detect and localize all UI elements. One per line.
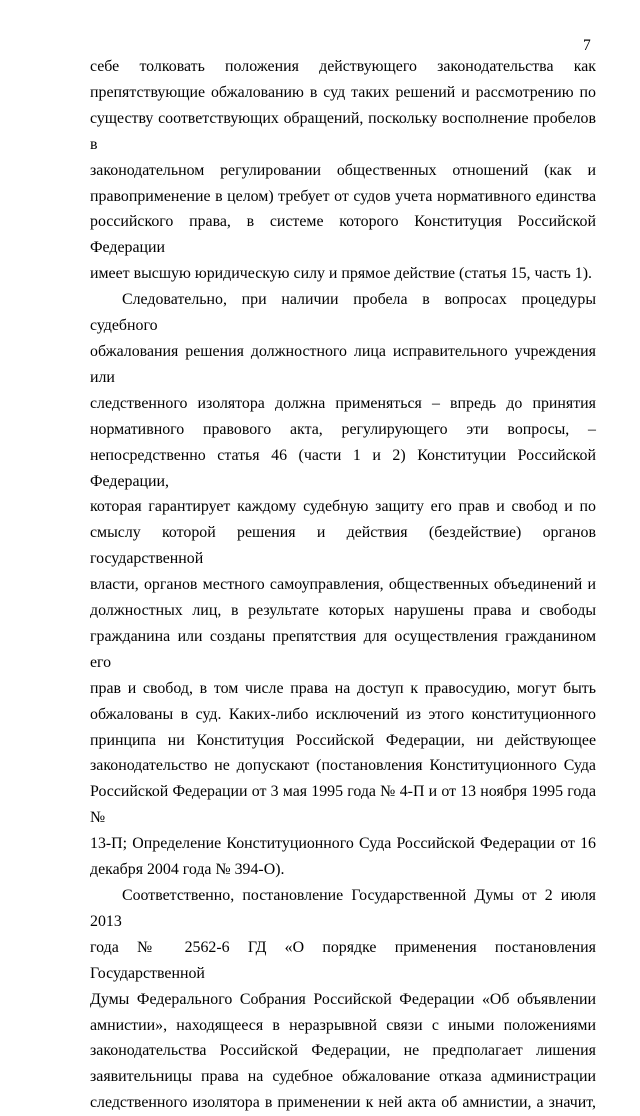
paragraph-1 (90, 54, 596, 287)
text-line: Думы Федерального Собрания Российской Федерации «Об объявлении (90, 990, 596, 1008)
text-line: должностных лиц, в результате которых нарушены права и свободы (90, 602, 596, 620)
text-line: Следовательно, при наличии пробела в вопросах процедуры судебного (90, 291, 596, 335)
text-line: обжалования решения должностного лица исправительного учреждения или (90, 342, 596, 386)
paragraph-3 (90, 883, 596, 1116)
text-line: себе толковать положения действующего законодательства как (90, 58, 596, 75)
text-line: прав и свобод, в том числе права на доступ к правосудию, могут быть (90, 679, 596, 697)
page-number: 7 (583, 37, 591, 54)
document-body (90, 54, 596, 1116)
text-line: смыслу которой решения и действия (бездействие) органов государственной (90, 524, 596, 568)
text-line: которая гарантирует каждому судебную защиту его прав и свобод и по (90, 498, 596, 516)
text-line: непосредственно статья 46 (части 1 и 2) Конституции Российской Федерации, (90, 446, 596, 490)
text-line: препятствующие обжалованию в суд таких решений и рассмотрению по (90, 83, 596, 101)
text-line: существу соответствующих обращений, поскольку восполнение пробелов в (90, 109, 596, 153)
text-line: принципа ни Конституция Российской Федерации, ни действующее (90, 731, 596, 749)
text-line: законодательном регулировании общественных отношений (как и (90, 161, 596, 179)
text-line: нормативного правового акта, регулирующего эти вопросы, – (90, 420, 596, 438)
text-line: Российской Федерации от 3 мая 1995 года № 4-П и от 13 ноября 1995 года № (90, 783, 596, 827)
text-line: власти, органов местного самоуправления, общественных объединений и (90, 576, 596, 594)
text-line: законодательство не допускают (постановления Конституционного Суда (90, 757, 596, 775)
text-line: законодательства Российской Федерации, не предполагает лишения (90, 1042, 596, 1060)
text-line: имеет высшую юридическую силу и прямое действие (статья 15, часть 1). (90, 265, 592, 283)
text-line: года № 2562-6 ГД «О порядке применения постановления Государственной (90, 938, 596, 982)
text-line: заявительницы права на судебное обжалование отказа администрации (90, 1068, 596, 1086)
text-line: 13-П; Определение Конституционного Суда Российской Федерации от 16 (90, 835, 596, 853)
text-line: декабря 2004 года № 394-О). (90, 861, 285, 879)
text-line: следственного изолятора в применении к ней акта об амнистии, а значит, (90, 1094, 596, 1112)
text-line: обжалованы в суд. Каких-либо исключений из этого конституционного (90, 705, 596, 723)
text-line: следственного изолятора должна применяться – впредь до принятия (90, 394, 596, 412)
text-line: Соответственно, постановление Государственной Думы от 2 июля 2013 (90, 887, 596, 930)
text-line: российского права, в системе которого Конституция Российской Федерации (90, 213, 596, 257)
text-line: амнистии», находящееся в неразрывной связи с иными положениями (90, 1016, 596, 1034)
text-line: гражданина или созданы препятствия для осуществления гражданином его (90, 627, 596, 671)
text-line: правоприменение в целом) требует от судов учета нормативного единства (90, 187, 596, 205)
paragraph-2 (90, 287, 596, 883)
